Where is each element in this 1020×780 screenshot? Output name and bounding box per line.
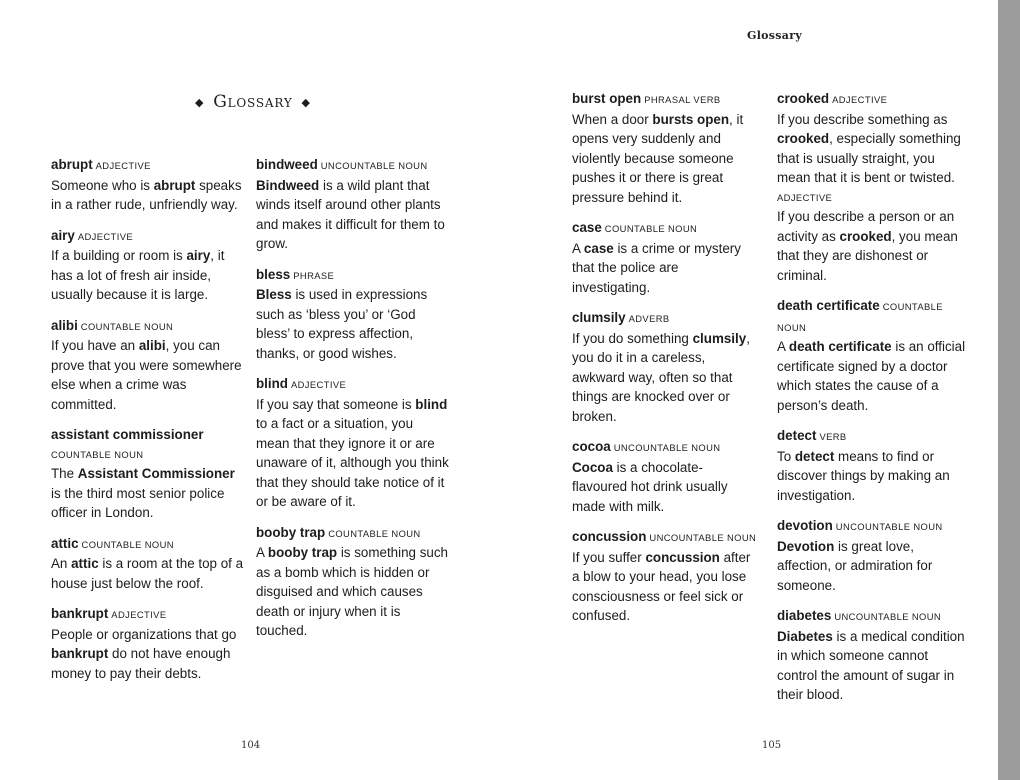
entry-bindweed [256, 155, 450, 254]
definition-text: If a building or room is [51, 248, 187, 263]
definition-keyword: airy [186, 248, 211, 263]
glossary-column-1 [51, 155, 247, 694]
entry-case [572, 218, 758, 297]
page-number-left: 104 [241, 740, 261, 751]
definition [777, 110, 971, 188]
definition [256, 176, 450, 254]
definition-text: is a room at the top of a house just below the roof. [51, 556, 244, 591]
definition-text: is a crime or mystery that the police are investigating. [572, 240, 741, 295]
entry-bless [256, 265, 450, 364]
entry-airy [51, 226, 247, 305]
entry-death-certificate [777, 296, 971, 415]
headword: bindweed [256, 157, 318, 172]
right-page [509, 0, 998, 780]
part-of-speech: COUNTABLE NOUN [777, 301, 943, 333]
running-head: Glossary [747, 29, 803, 42]
entry-crooked [777, 89, 971, 285]
definition-text: A [777, 339, 789, 354]
definition [51, 464, 247, 523]
headword: diabetes [777, 608, 832, 623]
definition [777, 627, 971, 705]
definition-keyword: concussion [645, 549, 720, 565]
definition-keyword: bankrupt [51, 646, 109, 661]
part-of-speech: COUNTABLE NOUN [604, 223, 698, 234]
definition-text: , you mean that they are dishonest or criminal. [777, 228, 958, 283]
definition-text: Someone who is [51, 177, 154, 193]
definition [777, 447, 971, 506]
definition-keyword: case [583, 240, 614, 256]
definition [51, 246, 247, 305]
headword: blind [256, 376, 288, 391]
definition [256, 395, 450, 512]
part-of-speech: ADJECTIVE [777, 191, 833, 203]
headword: detect [777, 428, 817, 443]
part-of-speech: COUNTABLE NOUN [328, 527, 421, 539]
definition [572, 548, 758, 626]
definition-text: If you have an [51, 338, 139, 353]
definition [777, 537, 971, 596]
headword: cocoa [572, 439, 611, 454]
headword: bankrupt [51, 606, 109, 621]
definition-keyword: attic [71, 556, 99, 571]
part-of-speech: UNCOUNTABLE NOUN [320, 160, 428, 171]
part-of-speech: UNCOUNTABLE NOUN [613, 442, 721, 453]
glossary-column-4 [777, 89, 971, 716]
headword: concussion [572, 529, 647, 544]
definition [777, 337, 971, 415]
entry-booby-trap [256, 523, 450, 641]
entry-abrupt [51, 155, 247, 215]
definition-text: , you do it in a careless, awkward way, often so that things are knocked over or broken. [572, 330, 750, 424]
definition-text: If you say that someone is [256, 396, 416, 412]
entry-cocoa [572, 437, 758, 516]
part-of-speech: ADJECTIVE [77, 230, 133, 242]
definition-keyword: bursts open [652, 111, 730, 127]
entry-assistant-commissioner [51, 425, 247, 523]
headword: alibi [51, 317, 78, 333]
definition-text: A [256, 545, 268, 560]
headword: clumsily [572, 310, 626, 325]
definition-text: If you describe something as [777, 111, 948, 127]
definition [256, 285, 450, 363]
definition-text: is a wild plant that winds itself around other plants and makes it difficult for them to grow. [256, 177, 445, 251]
headword: bless [256, 266, 291, 282]
definition-keyword: detect [794, 448, 835, 464]
part-of-speech: ADJECTIVE [95, 160, 151, 171]
part-of-speech: UNCOUNTABLE NOUN [649, 532, 757, 543]
definition-text: , you can prove that you were somewhere else when a crime was committed. [51, 338, 242, 412]
glossary-column-2 [256, 155, 450, 652]
entry-devotion [777, 516, 971, 595]
definition [572, 329, 758, 427]
headword: attic [51, 535, 79, 551]
headword: burst open [572, 91, 642, 106]
entry-alibi [51, 316, 247, 415]
definition-keyword: crooked [839, 228, 892, 244]
headword: case [572, 220, 602, 235]
headword: airy [51, 227, 75, 243]
part-of-speech: ADJECTIVE [290, 379, 347, 390]
definition [572, 239, 758, 298]
definition-text: An [51, 556, 72, 571]
definition-text: A [572, 240, 584, 256]
definition [51, 336, 247, 414]
definition-keyword: Bless [256, 287, 292, 302]
definition-text: after a blow to your head, you lose consciousness or feel sick or confused. [572, 549, 751, 623]
definition-keyword: Assistant Commissioner [77, 466, 235, 481]
definition-keyword: clumsily [692, 330, 747, 346]
definition [51, 554, 247, 593]
glossary-title: Glossary [213, 92, 293, 112]
part-of-speech: ADJECTIVE [111, 609, 167, 620]
part-of-speech: COUNTABLE NOUN [81, 538, 174, 550]
definition-text: is a medical condition in which someone cannot control the amount of sugar in their blood. [777, 628, 965, 702]
entry-blind [256, 374, 450, 512]
diamond-ornament-icon: ◆ [301, 95, 311, 109]
entry-clumsily [572, 308, 758, 426]
definition-text: speaks in a rather rude, unfriendly way. [51, 177, 242, 212]
definition-text: If you suffer [572, 549, 646, 565]
headword: assistant commissioner [51, 427, 204, 442]
definition-keyword: alibi [138, 338, 166, 353]
definition [256, 543, 450, 641]
part-of-speech: PHRASE [293, 269, 335, 281]
part-of-speech: ADJECTIVE [832, 94, 888, 105]
part-of-speech: UNCOUNTABLE NOUN [834, 611, 942, 622]
left-page [0, 0, 509, 780]
headword: booby trap [256, 524, 326, 540]
definition [51, 176, 247, 215]
headword: death certificate [777, 298, 880, 313]
definition-text: is used in expressions such as ‘bless you’ or ‘God bless’ to express affection, thanks, or good wishes. [256, 287, 428, 361]
headword: abrupt [51, 157, 93, 172]
definition-text: is something such as a bomb which is hidden or disguised and which causes death or injury when it is touched. [256, 545, 449, 638]
definition-text: If you do something [572, 330, 693, 346]
page-number-right: 105 [762, 740, 782, 751]
entry-detect [777, 426, 971, 505]
part-of-speech: PHRASAL VERB [644, 94, 721, 105]
part-of-speech: ADVERB [628, 313, 670, 324]
definition-text: to a fact or a situation, you mean that they ignore it or are unaware of it, although you think that they should take notice of it or be aware of it. [256, 416, 449, 509]
definition-keyword: Bindweed [256, 177, 320, 193]
entry-burst-open [572, 89, 758, 207]
glossary-column-3 [572, 89, 758, 637]
definition [572, 110, 758, 208]
part-of-speech: COUNTABLE NOUN [80, 320, 174, 332]
definition-text: is a chocolate-flavoured hot drink usually made with milk. [572, 459, 728, 514]
definition-text: , it has a lot of fresh air inside, usually because it is large. [51, 248, 225, 302]
definition-keyword: abrupt [153, 177, 196, 193]
definition-text: To [777, 448, 795, 464]
definition-text: is the third most senior police officer in London. [51, 485, 225, 520]
definition-keyword: blind [415, 396, 448, 412]
definition-text: means to find or discover things by making an investigation. [777, 448, 950, 503]
definition-text: is great love, affection, or admiration for someone. [777, 538, 933, 593]
entry-bankrupt [51, 604, 247, 683]
definition-keyword: Cocoa [572, 459, 613, 475]
definition-text: The [51, 466, 78, 481]
definition-keyword: Devotion [777, 538, 835, 554]
entry-attic [51, 534, 247, 594]
definition-text: , it opens very suddenly and violently because someone pushes it or there is great pressure behind it. [572, 111, 744, 205]
part-of-speech: VERB [819, 431, 847, 442]
diamond-ornament-icon: ◆ [195, 95, 205, 109]
definition [777, 207, 971, 285]
definition-text: do not have enough money to pay their debts. [51, 646, 231, 681]
definition-text: People or organizations that go [51, 626, 237, 642]
glossary-heading [195, 92, 311, 112]
part-of-speech: UNCOUNTABLE NOUN [835, 521, 943, 532]
definition [51, 625, 247, 684]
definition-text: If you describe a person or an activity as [777, 209, 955, 244]
entry-concussion [572, 527, 758, 626]
definition-text: , especially something that is usually straight, you mean that it is bent or twisted. [777, 131, 961, 185]
definition-keyword: crooked [777, 131, 830, 146]
part-of-speech: COUNTABLE NOUN [51, 448, 144, 460]
definition-text: is an official certificate signed by a doctor which states the cause of a person’s death. [777, 339, 966, 413]
headword: crooked [777, 91, 830, 106]
headword: devotion [777, 518, 833, 533]
definition-text: When a door [572, 111, 653, 127]
definition [572, 458, 758, 517]
entry-diabetes [777, 606, 971, 705]
page-edge-strip [998, 0, 1020, 780]
definition-keyword: Diabetes [777, 628, 833, 644]
definition-keyword: death certificate [788, 339, 892, 354]
definition-keyword: booby trap [267, 545, 338, 560]
